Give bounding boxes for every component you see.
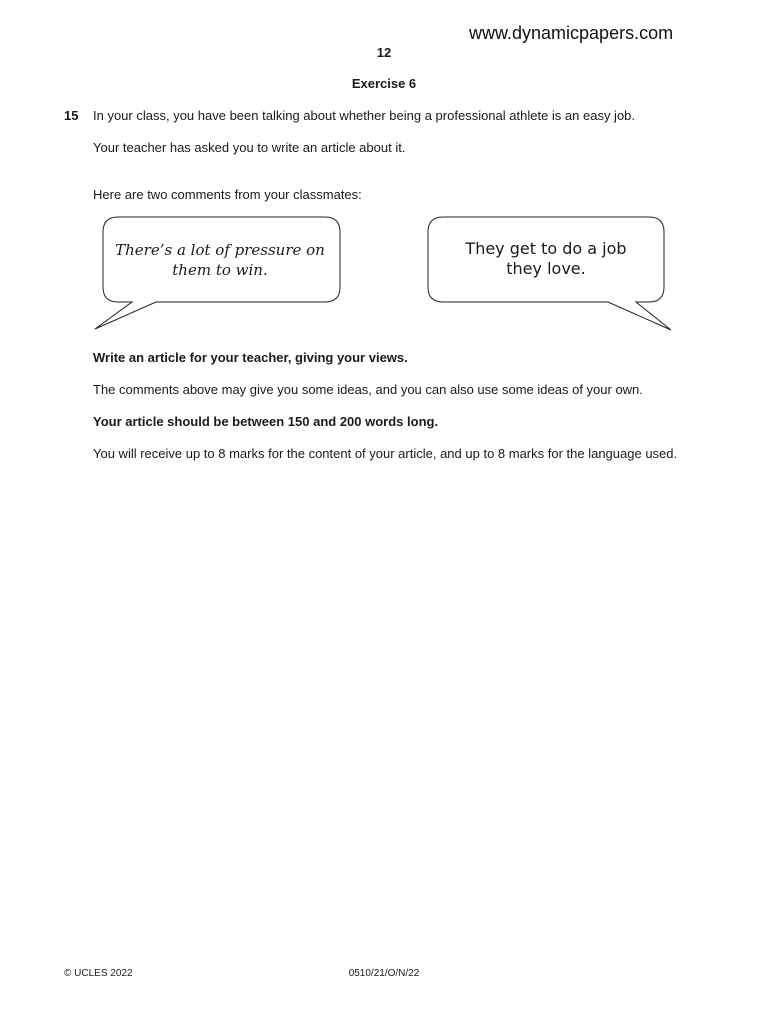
question-task: Your teacher has asked you to write an article about it. <box>93 140 406 155</box>
comment-right-line1: They get to do a job <box>465 239 627 258</box>
comment-left-line2: them to win. <box>172 261 268 279</box>
comment-right <box>430 239 662 279</box>
paper-code: 0510/21/O/N/22 <box>348 968 420 979</box>
ideas-note: The comments above may give you some ideas, and you can also use some ideas of your own. <box>93 382 643 397</box>
question-intro: In your class, you have been talking about whether being a professional athlete is an easy job. <box>93 108 636 123</box>
watermark-url: www.dynamicpapers.com <box>469 23 674 43</box>
page-number: 12 <box>376 45 392 60</box>
comments-intro: Here are two comments from your classmates: <box>93 187 362 202</box>
copyright: © UCLES 2022 <box>64 968 133 979</box>
comment-left <box>104 240 336 280</box>
length-rule: Your article should be between 150 and 200 words long. <box>93 414 439 429</box>
question-number: 15 <box>64 108 79 123</box>
marks-note: You will receive up to 8 marks for the content of your article, and up to 8 marks for the language used. <box>93 446 678 461</box>
instruction: Write an article for your teacher, giving your views. <box>93 350 408 365</box>
speech-bubbles <box>0 0 768 340</box>
comment-right-line2: they love. <box>506 259 586 278</box>
comment-left-line1: There’s a lot of pressure on <box>115 241 325 259</box>
exercise-title: Exercise 6 <box>351 76 417 91</box>
